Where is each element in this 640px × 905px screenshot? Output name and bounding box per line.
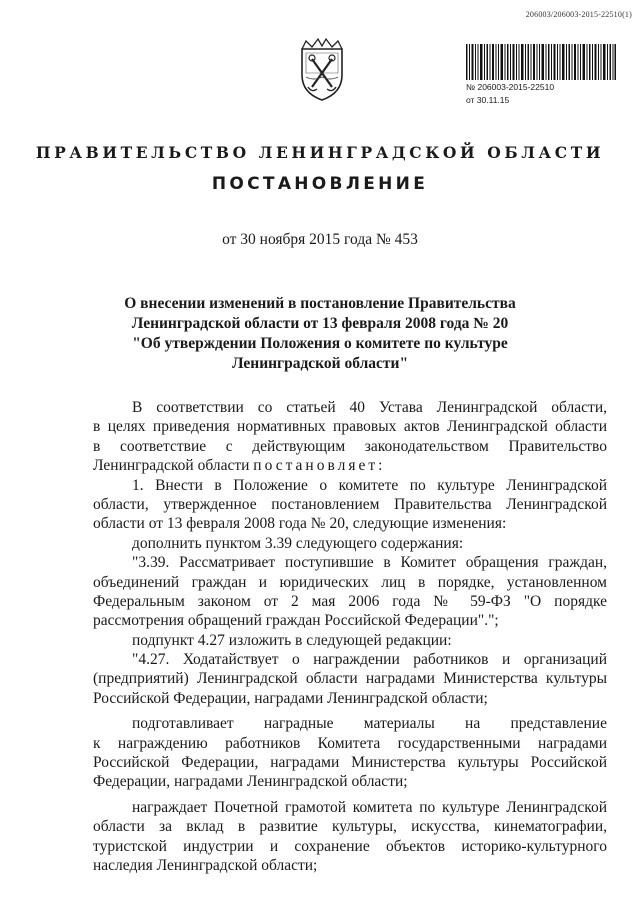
paragraph-add-clause: дополнить пунктом 3.39 следующего содержания:	[132, 534, 464, 552]
registration-date: от 30.11.15	[466, 95, 510, 105]
resolves-word: постановляет:	[253, 457, 386, 475]
subject-line: О внесении изменений в постановление Правительства	[124, 295, 516, 312]
text-line: подготавливает наградные материалы на представление	[132, 715, 607, 733]
paragraph-amend-clause: подпункт 4.27 изложить в следующей редакции:	[132, 631, 452, 649]
registration-number: № 206003-2015-22510	[466, 82, 555, 92]
paragraph-clause-4-27	[93, 650, 607, 708]
document-date-number: от 30 ноября 2015 года № 453	[222, 231, 418, 248]
coat-of-arms-emblem	[296, 37, 348, 103]
subject-line: Ленинградской области от 13 февраля 2008 года № 20	[131, 315, 509, 332]
paragraph-item-1	[93, 476, 607, 534]
government-title: ПРАВИТЕЛЬСТВО ЛЕНИНГРАДСКОЙ ОБЛАСТИ	[35, 143, 605, 162]
text-line: наследия Ленинградской области;	[93, 856, 318, 874]
text-fragment: Ленинградской области	[93, 457, 254, 475]
document-body	[93, 398, 607, 875]
text-line: области от 13 февраля 2008 года № 20, следующие изменения:	[93, 515, 507, 533]
text-line: Федерации, наградами Ленинградской области;	[93, 773, 408, 791]
document-id-line: 206003/206003-2015-22510(1)	[525, 10, 632, 19]
text-line: в целях приведения нормативных правовых актов Ленинградской области	[93, 418, 607, 436]
text-line: "3.39. Рассматривает поступившие в Комитет обращения граждан,	[132, 554, 607, 572]
text-line: в соответствие с действующим законодательством Правительство	[93, 437, 607, 455]
text-line: 1. Внести в Положение о комитете по культуре Ленинградской	[132, 476, 607, 494]
text-line: Российской Федерации, наградами Министерства культуры Российской	[93, 754, 607, 772]
text-line	[93, 456, 607, 475]
registration-block	[466, 44, 616, 105]
document-type-heading: ПОСТАНОВЛЕНИЕ	[211, 174, 429, 194]
text-line: туристской индустрии и сохранение объектов историко-культурного	[93, 837, 607, 855]
text-line: области за вклад в развитие культуры, искусства, кинематографии,	[93, 818, 607, 836]
text-line: награждает Почетной грамотой комитета по культуре Ленинградской	[132, 798, 607, 816]
text-line: к награждению работников Комитета государственными наградами	[93, 734, 607, 752]
text-line: объединений граждан и юридических лиц в порядке, установленном	[93, 573, 607, 591]
text-line: "4.27. Ходатайствует о награждении работников и организаций	[132, 651, 607, 669]
text-line: (предприятий) Ленинградской области наградами Министерства культуры	[93, 670, 607, 688]
text-line: области, утвержденное постановлением Правительства Ленинградской	[93, 495, 607, 513]
text-line: В соответствии со статьей 40 Устава Ленинградской области,	[132, 399, 607, 416]
text-line: Федеральным законом от 2 мая 2006 года № 59-ФЗ "О порядке	[93, 592, 607, 610]
document-subject	[80, 294, 560, 374]
paragraph-honorary-diploma	[93, 798, 607, 876]
text-line: Российской Федерации, наградами Ленинградской области;	[93, 689, 488, 707]
paragraph-award-materials	[93, 714, 607, 792]
subject-line: "Об утверждении Положения о комитете по культуре	[132, 335, 508, 352]
paragraph-clause-3-39	[93, 553, 607, 631]
subject-line: Ленинградской области"	[231, 355, 409, 372]
text-line: рассмотрения обращений граждан Российской Федерации".";	[93, 612, 499, 630]
paragraph-preamble	[93, 398, 607, 476]
barcode-image	[466, 44, 616, 80]
